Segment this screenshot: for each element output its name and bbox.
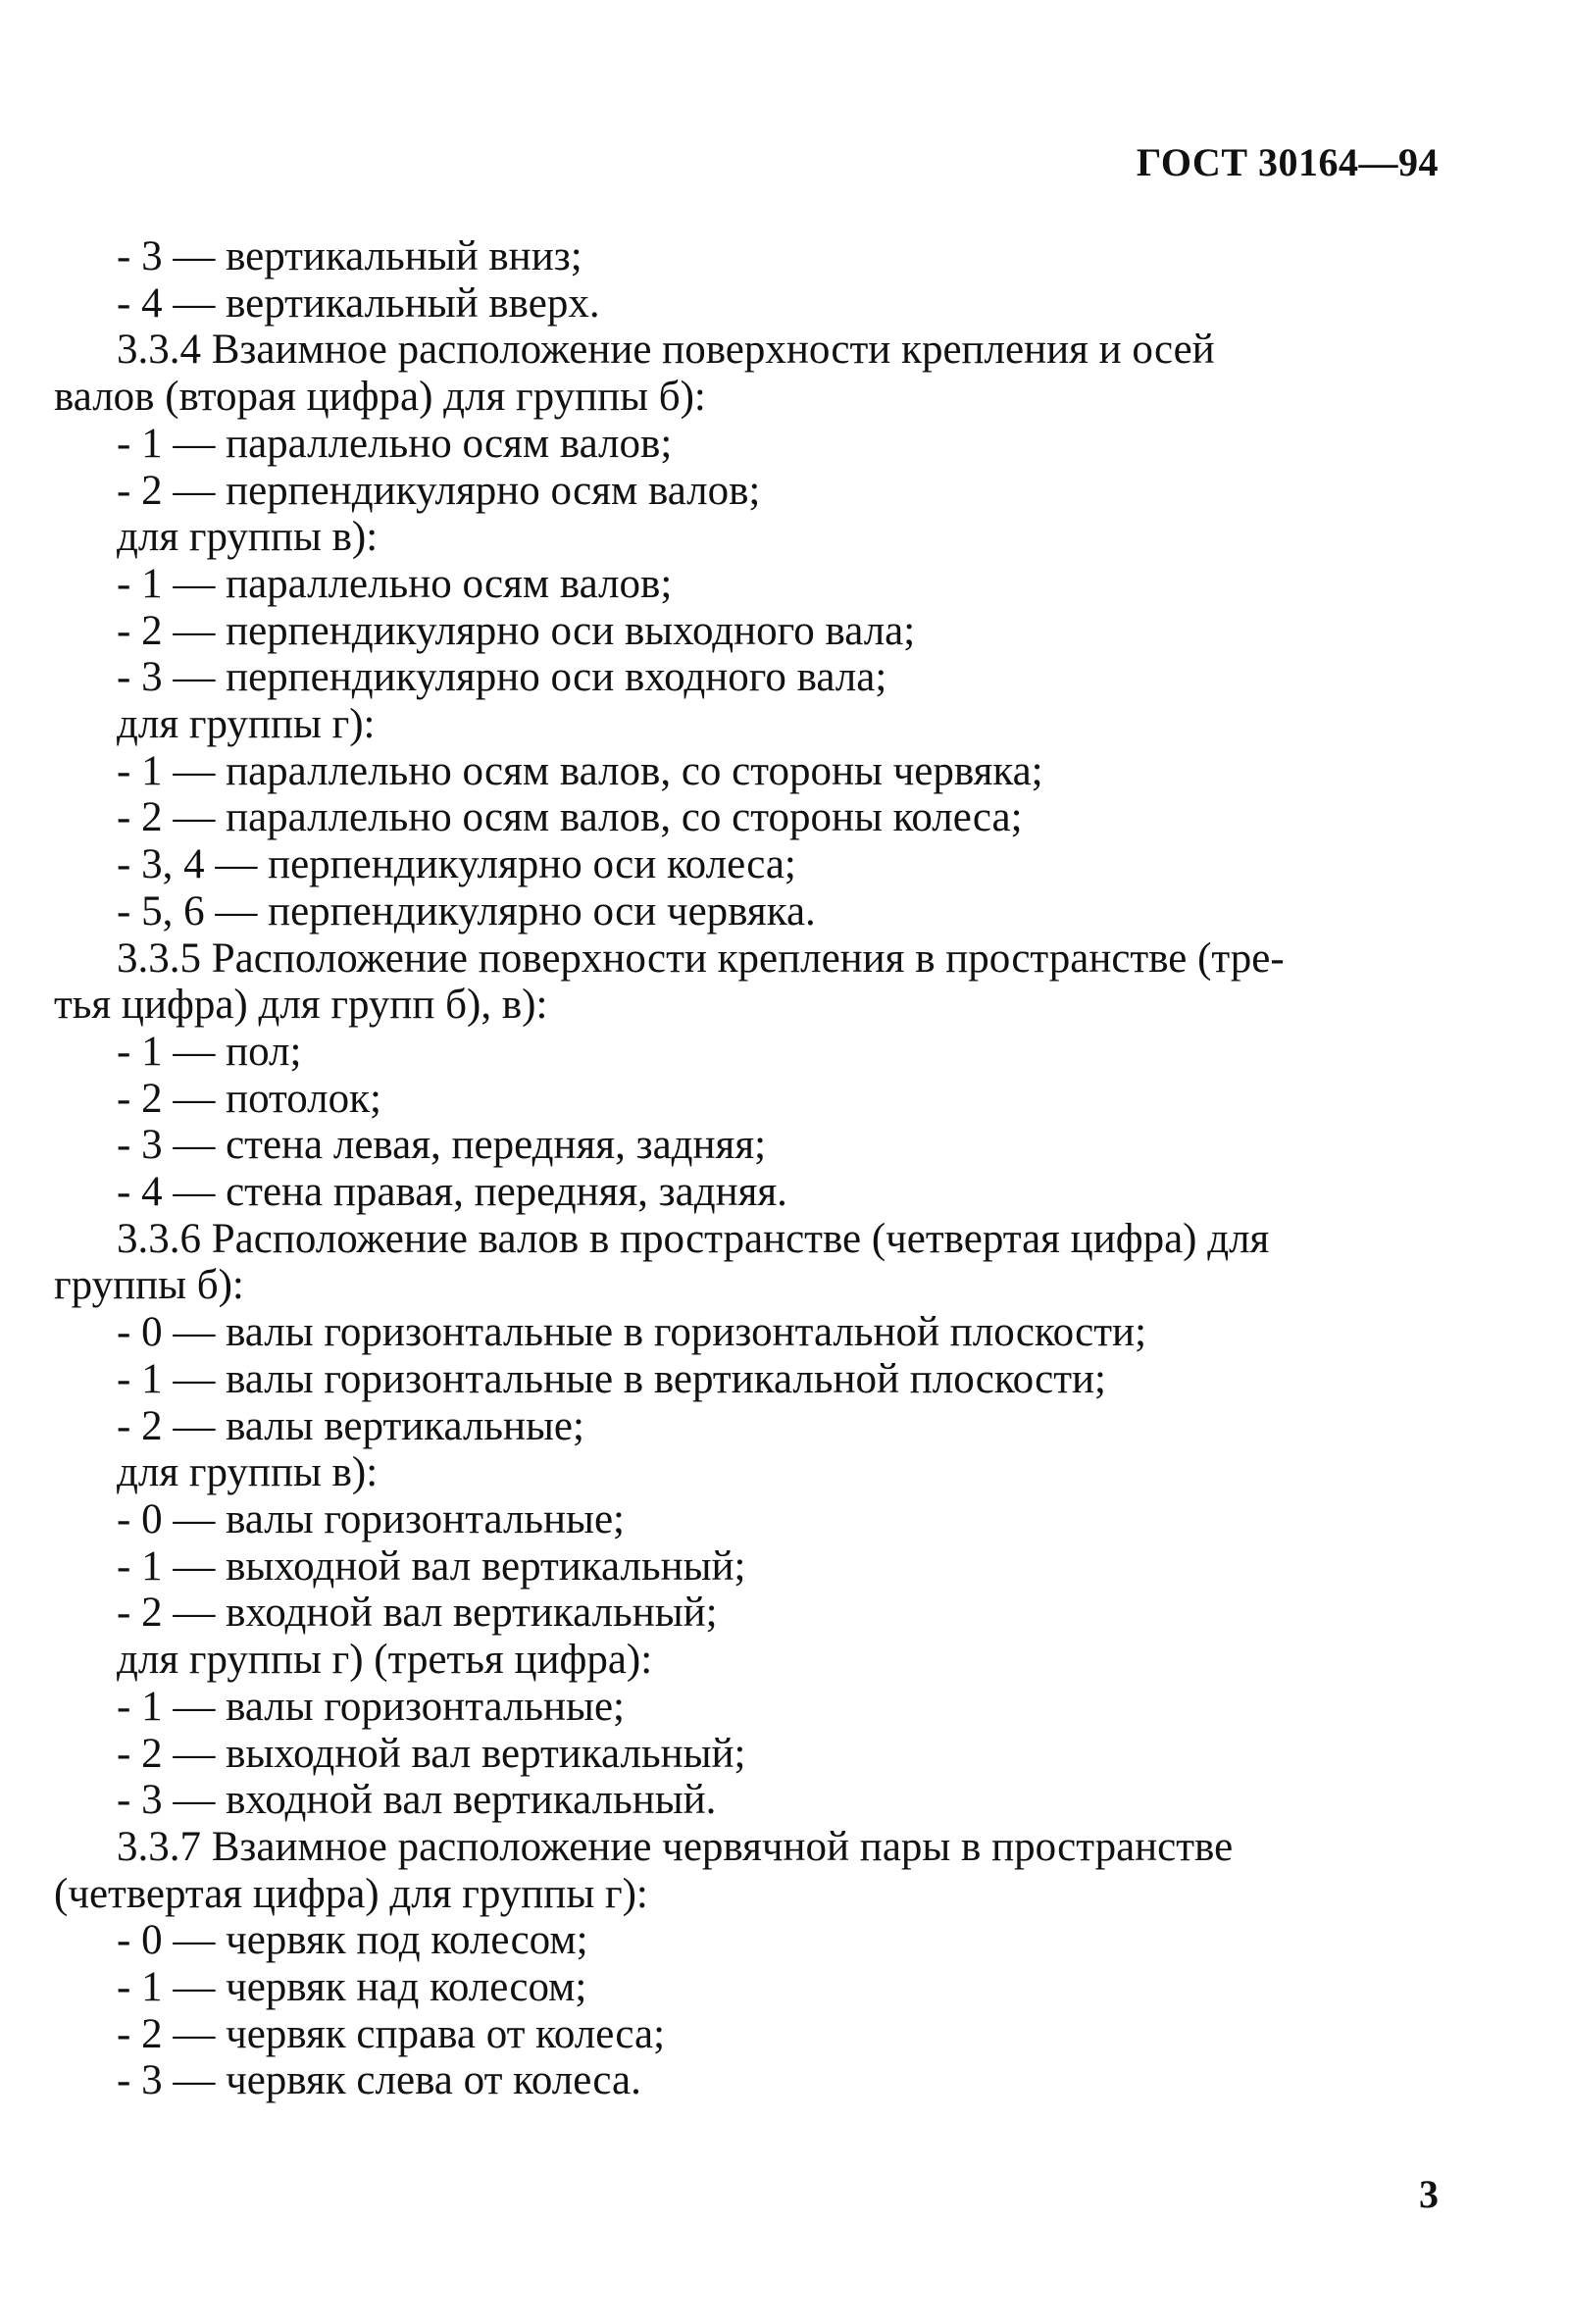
list-item: - 1 — червяк над колесом; — [117, 1964, 587, 2011]
list-item: - 1 — параллельно осям валов, со стороны червяка; — [117, 747, 1043, 794]
list-item: - 3 — входной вал вертикальный. — [117, 1777, 717, 1824]
group-label: для группы в): — [117, 1449, 379, 1496]
list-item: - 1 — выходной вал вертикальный; — [117, 1542, 746, 1590]
list-item: - 1 — пол; — [117, 1028, 302, 1075]
list-item: - 4 — стена правая, передняя, задняя. — [117, 1169, 787, 1216]
paragraph-continuation: (четвертая цифра) для группы г): — [54, 1870, 648, 1917]
list-item: - 1 — валы горизонтальные в вертикальной плоскости; — [117, 1355, 1106, 1402]
paragraph-heading: 3.3.4 Взаимное расположение поверхности крепления и осей — [117, 327, 1215, 374]
document-body — [54, 233, 1439, 2104]
paragraph-continuation: валов (вторая цифра) для группы б): — [54, 374, 706, 421]
list-item: - 5, 6 — перпендикулярно оси червяка. — [117, 887, 816, 935]
document-header: ГОСТ 30164—94 — [1136, 140, 1439, 184]
list-item: - 3 — стена левая, передняя, задняя; — [117, 1122, 767, 1169]
list-item: - 2 — валы вертикальные; — [117, 1402, 584, 1449]
paragraph-continuation: тья цифра) для групп б), в): — [54, 982, 548, 1029]
list-item: - 2 — входной вал вертикальный; — [117, 1590, 718, 1637]
list-item: - 2 — параллельно осям валов, со стороны колеса; — [117, 794, 1023, 841]
list-item: - 2 — выходной вал вертикальный; — [117, 1730, 746, 1777]
list-item: - 1 — параллельно осям валов; — [117, 560, 673, 607]
list-item: - 2 — перпендикулярно оси выходного вала; — [117, 607, 916, 654]
page-number: 3 — [1419, 2172, 1439, 2216]
list-item: - 1 — параллельно осям валов; — [117, 420, 673, 467]
list-item: - 2 — перпендикулярно осям валов; — [117, 467, 761, 514]
list-item: - 3, 4 — перпендикулярно оси колеса; — [117, 841, 796, 888]
list-item: - 2 — потолок; — [117, 1075, 381, 1122]
list-item: - 1 — валы горизонтальные; — [117, 1683, 625, 1730]
paragraph-heading: 3.3.7 Взаимное расположение червячной пары в пространстве — [117, 1823, 1234, 1870]
paragraph-heading: 3.3.6 Расположение валов в пространстве (четвертая цифра) для — [117, 1215, 1270, 1262]
list-item: - 3 — перпендикулярно оси входного вала; — [117, 654, 887, 701]
paragraph-continuation: группы б): — [54, 1262, 244, 1309]
list-item: - 0 — червяк под колесом; — [117, 1917, 588, 1964]
list-item: - 3 — вертикальный вниз; — [117, 233, 582, 279]
group-label: для группы в): — [117, 514, 379, 561]
list-item: - 2 — червяк справа от колеса; — [117, 2010, 666, 2057]
group-label: для группы г): — [117, 701, 376, 748]
list-item: - 4 — вертикальный вверх. — [117, 279, 600, 327]
list-item: - 0 — валы горизонтальные в горизонтальной плоскости; — [117, 1309, 1147, 1356]
paragraph-heading: 3.3.5 Расположение поверхности крепления в пространстве (тре- — [117, 935, 1285, 982]
group-label: для группы г) (третья цифра): — [117, 1637, 653, 1684]
list-item: - 0 — валы горизонтальные; — [117, 1495, 625, 1542]
list-item: - 3 — червяк слева от колеса. — [117, 2057, 641, 2104]
